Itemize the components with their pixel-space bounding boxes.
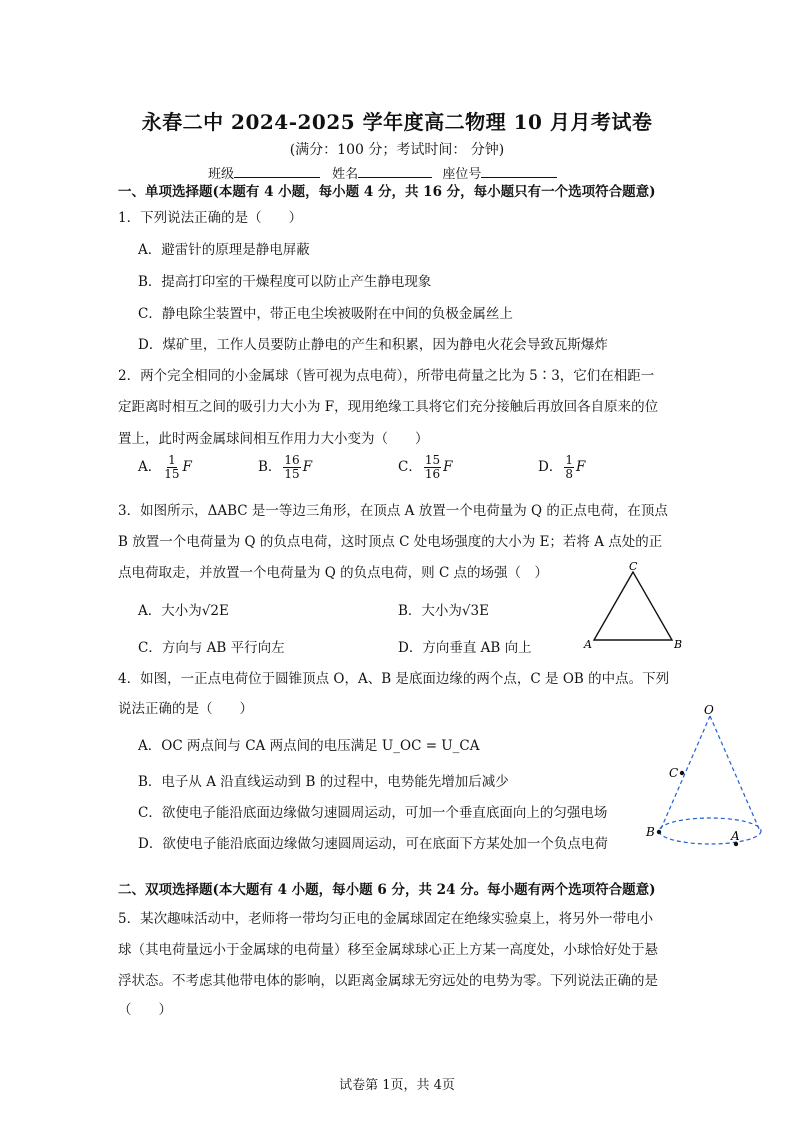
q2-option-d-fraction [564,454,574,481]
q2-option-b-den: 15 [284,467,300,481]
cone-label-b: B [646,825,655,839]
q4-line2: 说法正确的是（ ） [118,701,253,717]
cone-edge-left [660,716,710,831]
q2-option-a-den: 15 [164,467,180,481]
q2-line3: 置上，此时两金属球间相互作用力大小变为（ ） [118,431,429,447]
q2-option-c-unit: F [443,459,453,475]
q5-line1: 5．某次趣味活动中，老师将一带均匀正电的金属球固定在绝缘实验桌上，将另外一带电小 [118,911,654,927]
cone-label-o: O [704,703,714,717]
q3-option-d: D．方向垂直 AB 向上 [398,640,532,656]
q2-option-d-num: 1 [565,453,573,467]
q5-line2: 球（其电荷量远小于金属球的电荷量）移至金属球球心正上方某一高度处，小球恰好处于悬 [118,942,658,958]
class-label: 班级 [208,167,235,182]
q2-line1: 2．两个完全相同的小金属球（皆可视为点电荷），所带电荷量之比为 5∶3，它们在相距一 [118,368,655,384]
q3-option-b: B．大小为√3E [398,603,489,619]
q4-option-d: D．欲使电子能沿底面边缘做匀速圆周运动，可在底面下方某处加一个负点电荷 [138,836,608,852]
cone-base [659,818,761,844]
triangle-figure [578,558,688,654]
triangle-shape [594,572,672,640]
q2-option-a-label: A． [138,459,162,475]
q2-line2: 定距离时相互之间的吸引力大小为 F，现用绝缘工具将它们充分接触后再放回各自原来的位 [118,399,659,415]
q4-option-a: A．OC 两点间与 CA 两点间的电压满足 U_OC = U_CA [138,738,480,754]
q2-option-a [138,454,192,481]
q2-option-c-fraction [424,454,441,481]
q5-line4: （ ） [118,1002,172,1018]
q1-option-b: B．提高打印室的干燥程度可以防止产生静电现象 [138,274,432,290]
q2-option-b-fraction [283,454,300,481]
triangle-label-b: B [674,638,683,651]
q2-option-c-num: 15 [424,453,441,467]
q1-option-d: D．煤矿里，工作人员要防止静电的产生和积累，因为静电火花会导致瓦斯爆炸 [138,337,608,353]
cone-point-c [680,771,684,775]
q2-option-b-unit: F [302,459,313,475]
q2-option-d [538,454,585,481]
seat-blank[interactable] [481,163,557,178]
name-label: 姓名 [332,167,359,182]
q2-option-b-num: 16 [284,453,300,467]
triangle-label-c: C [629,560,638,573]
q1-option-a: A．避雷针的原理是静电屏蔽 [138,242,310,258]
q2-option-d-unit: F [575,459,586,475]
q2-option-c [398,454,453,481]
page-footer: 试卷第 1页，共 4页 [339,1078,455,1093]
exam-title: 永春二中 2024-2025 学年度高二物理 10 月月考试卷 [141,110,653,134]
class-blank[interactable] [234,163,320,178]
q2-option-a-num: 1 [168,453,176,467]
cone-label-c: C [669,766,679,780]
q5-line3: 浮状态。不考虑其他带电体的影响，以距离金属球无穷远处的电势为零。下列说法正确的是 [118,973,658,989]
seat-label: 座位号 [442,167,482,182]
q3-line1: 3．如图所示，ΔABC 是一等边三角形，在顶点 A 放置一个电荷量为 Q 的正点电荷，在顶点 [118,503,668,519]
q2-option-a-unit: F [182,459,192,475]
q1-stem: 1．下列说法正确的是（ ） [118,210,303,226]
cone-edge-right [710,716,760,831]
q2-option-b-label: B． [258,459,282,475]
cone-label-a: A [731,829,740,843]
q2-option-a-fraction [163,454,180,481]
section1-heading: 一、单项选择题(本题有 4 小题，每小题 4 分，共 16 分，每小题只有一个选项符合题意) [118,184,656,200]
cone-point-b [657,830,661,834]
cone-figure [640,700,780,860]
q1-option-c: C．静电除尘装置中，带正电尘埃被吸附在中间的负极金属丝上 [138,306,513,322]
q3-option-c: C．方向与 AB 平行向左 [138,640,285,656]
q3-option-a: A．大小为√2E [138,603,229,619]
q2-option-d-den: 8 [565,467,573,481]
q2-option-d-label: D． [538,459,563,475]
q2-option-c-label: C． [398,459,422,475]
exam-subtitle: (满分：100 分；考试时间： 分钟) [289,142,505,158]
q4-line1: 4．如图，一正点电荷位于圆锥顶点 O，A、B 是底面边缘的两个点，C 是 OB 的中点。下列 [118,671,670,687]
triangle-label-a: A [584,638,592,651]
q3-line3: 点电荷取走，并放置一个电荷量为 Q 的负点电荷，则 C 点的场强（ ） [118,565,549,581]
q4-option-c: C．欲使电子能沿底面边缘做匀速圆周运动，可加一个垂直底面向上的匀强电场 [138,805,608,821]
q4-option-b: B．电子从 A 沿直线运动到 B 的过程中，电势能先增加后减少 [138,774,509,790]
section2-heading: 二、双项选择题(本大题有 4 小题，每小题 6 分，共 24 分。每小题有两个选项符合题意) [118,882,656,898]
name-blank[interactable] [358,163,432,178]
q3-line2: B 放置一个电荷量为 Q 的负点电荷，这时顶点 C 处电场强度的大小为 E；若将 A 点处的正 [118,534,663,550]
q2-option-b [258,454,312,481]
q2-option-c-den: 16 [424,467,441,481]
